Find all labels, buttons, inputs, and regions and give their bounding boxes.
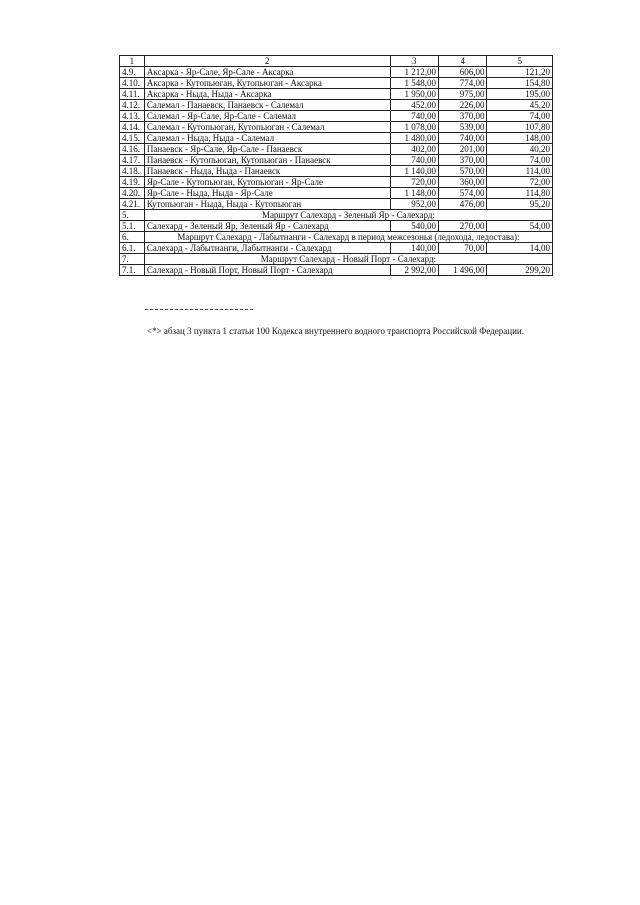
fare-col-4: 606,00 (439, 67, 487, 78)
table-row (120, 199, 553, 210)
fare-col-4: 570,00 (439, 166, 487, 177)
route-name: Панаевск - Кутопьюган, Кутопьюган - Панаевск (144, 155, 390, 166)
route-name: Аксарка - Яр-Сале, Яр-Сале - Аксарка (144, 67, 390, 78)
header-cell-3: 3 (390, 56, 438, 67)
fare-col-3: 1 212,00 (390, 67, 438, 78)
fare-col-4: 476,00 (439, 199, 487, 210)
fare-col-3: 740,00 (390, 111, 438, 122)
fare-col-4: 1 496,00 (439, 265, 487, 276)
table-row (120, 221, 553, 232)
fare-col-3: 720,00 (390, 177, 438, 188)
row-number: 4.19. (120, 177, 145, 188)
route-name: Салемал - Ныда, Ныда - Салемал (144, 133, 390, 144)
table-row (120, 133, 553, 144)
fare-col-3: 1 078,00 (390, 122, 438, 133)
fare-col-5: 45,20 (487, 100, 553, 111)
fare-col-5: 107,80 (487, 122, 553, 133)
route-name: Салехард - Зеленый Яр, Зеленый Яр - Салехард (144, 221, 390, 232)
table-row (120, 78, 553, 89)
header-cell-5: 5 (487, 56, 553, 67)
row-number: 5.1. (120, 221, 145, 232)
fare-col-3: 1 480,00 (390, 133, 438, 144)
row-number: 4.12. (120, 100, 145, 111)
fare-col-3: 1 140,00 (390, 166, 438, 177)
fares-table (119, 55, 553, 276)
header-cell-1: 1 (120, 56, 145, 67)
header-cell-4: 4 (439, 56, 487, 67)
row-number: 7.1. (120, 265, 145, 276)
route-name: Салемал - Панаевск, Панаевск - Салемал (144, 100, 390, 111)
row-number: 4.18. (120, 166, 145, 177)
fare-col-4: 70,00 (439, 243, 487, 254)
table-row (120, 243, 553, 254)
fare-col-5: 72,00 (487, 177, 553, 188)
fare-col-3: 740,00 (390, 155, 438, 166)
route-name: Салехард - Лабытнанги, Лабытнанги - Салехард (144, 243, 390, 254)
fare-col-5: 74,00 (487, 111, 553, 122)
route-name: Салемал - Кутопьюган, Кутопьюган - Салемал (144, 122, 390, 133)
table-row (120, 144, 553, 155)
fare-col-5: 74,00 (487, 155, 553, 166)
fare-col-5: 148,00 (487, 133, 553, 144)
fare-col-5: 114,00 (487, 166, 553, 177)
fare-col-4: 539,00 (439, 122, 487, 133)
fare-col-3: 402,00 (390, 144, 438, 155)
row-number: 4.11. (120, 89, 145, 100)
fare-col-5: 54,00 (487, 221, 553, 232)
table-row (120, 177, 553, 188)
row-number: 4.13. (120, 111, 145, 122)
table-row (120, 111, 553, 122)
fare-col-4: 226,00 (439, 100, 487, 111)
table-row (120, 100, 553, 111)
fare-col-5: 154,80 (487, 78, 553, 89)
fare-col-4: 975,00 (439, 89, 487, 100)
row-number: 4.21. (120, 199, 145, 210)
section-row (120, 254, 553, 265)
fare-col-4: 270,00 (439, 221, 487, 232)
header-cell-2: 2 (144, 56, 390, 67)
route-name: Салехард - Новый Порт, Новый Порт - Салехард (144, 265, 390, 276)
fare-col-3: 540,00 (390, 221, 438, 232)
fare-col-5: 299,20 (487, 265, 553, 276)
fare-col-4: 370,00 (439, 155, 487, 166)
fare-col-3: 2 992,00 (390, 265, 438, 276)
fare-col-4: 740,00 (439, 133, 487, 144)
table-row (120, 122, 553, 133)
route-name: Кутопьюган - Ныда, Ныда - Кутопьюган (144, 199, 390, 210)
route-name: Панаевск - Ныда, Ныда - Панаевск (144, 166, 390, 177)
footnote-separator (145, 309, 253, 310)
row-number: 4.10. (120, 78, 145, 89)
row-number: 4.14. (120, 122, 145, 133)
row-number: 6.1. (120, 243, 145, 254)
fare-col-4: 370,00 (439, 111, 487, 122)
section-title: Маршрут Салехард - Лабытнанги - Салехард в период межсезонья (ледохода, ледостава): (144, 232, 552, 243)
row-number: 4.16. (120, 144, 145, 155)
fare-col-3: 1 548,00 (390, 78, 438, 89)
fare-col-3: 1 148,00 (390, 188, 438, 199)
table-row (120, 166, 553, 177)
table-header-row (120, 56, 553, 67)
row-number: 4.20. (120, 188, 145, 199)
row-number: 4.17. (120, 155, 145, 166)
fare-col-4: 201,00 (439, 144, 487, 155)
row-number: 4.9. (120, 67, 145, 78)
table-row (120, 89, 553, 100)
table-row (120, 188, 553, 199)
fare-col-4: 574,00 (439, 188, 487, 199)
fare-col-4: 774,00 (439, 78, 487, 89)
row-number: 4.15. (120, 133, 145, 144)
fare-col-3: 952,00 (390, 199, 438, 210)
route-name: Салемал - Яр-Сале, Яр-Сале - Салемал (144, 111, 390, 122)
fare-col-5: 14,00 (487, 243, 553, 254)
section-number: 7. (120, 254, 145, 265)
table-row (120, 265, 553, 276)
table-row (120, 67, 553, 78)
section-number: 6. (120, 232, 145, 243)
route-name: Аксарка - Кутопьюган, Кутопьюган - Аксарка (144, 78, 390, 89)
section-title: Маршрут Салехард - Зеленый Яр - Салехард: (144, 210, 552, 221)
fare-col-5: 114,80 (487, 188, 553, 199)
route-name: Яр-Сале - Кутопьюган, Кутопьюган - Яр-Сале (144, 177, 390, 188)
route-name: Аксарка - Ныда, Ныда - Аксарка (144, 89, 390, 100)
fare-col-3: 140,00 (390, 243, 438, 254)
fare-col-4: 360,00 (439, 177, 487, 188)
fare-col-5: 40,20 (487, 144, 553, 155)
section-title: Маршрут Салехард - Новый Порт - Салехард: (144, 254, 552, 265)
section-number: 5. (120, 210, 145, 221)
fare-col-3: 1 950,00 (390, 89, 438, 100)
footnote-text: <*> абзац 3 пункта 1 статьи 100 Кодекса внутреннего водного транспорта Российской Федерации. (147, 326, 524, 336)
section-row (120, 210, 553, 221)
fare-col-3: 452,00 (390, 100, 438, 111)
section-row (120, 232, 553, 243)
route-name: Панаевск - Яр-Сале, Яр-Сале - Панаевск (144, 144, 390, 155)
fare-col-5: 195,00 (487, 89, 553, 100)
table-row (120, 155, 553, 166)
fare-col-5: 95,20 (487, 199, 553, 210)
fare-col-5: 121,20 (487, 67, 553, 78)
route-name: Яр-Сале - Ныда, Ныда - Яр-Сале (144, 188, 390, 199)
